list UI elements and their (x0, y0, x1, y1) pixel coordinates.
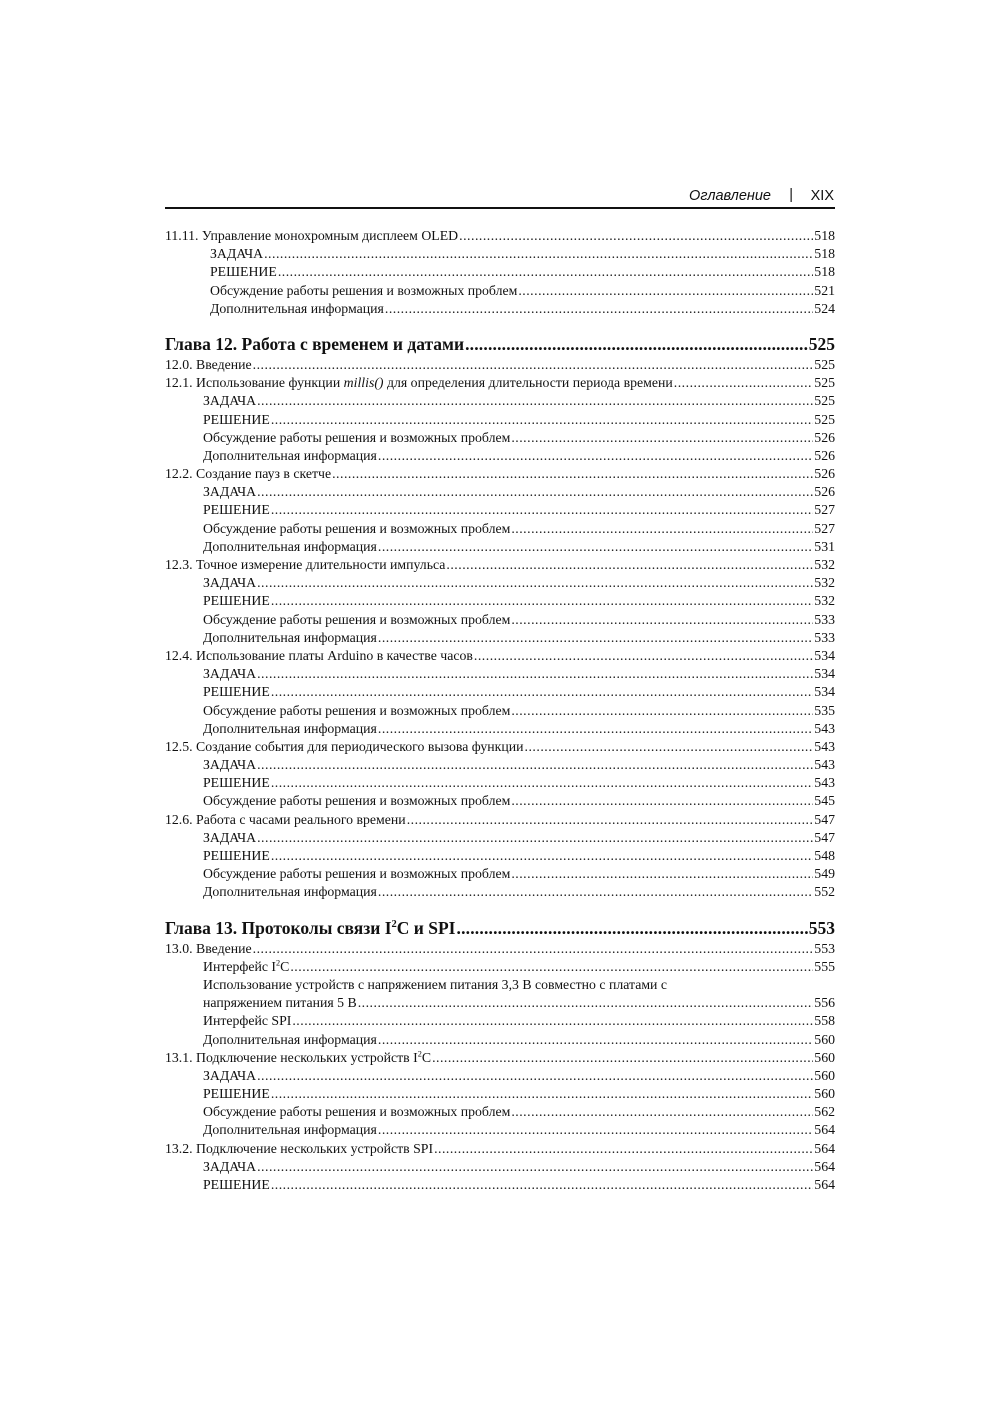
toc-section-12-5: 12.5. Создание события для периодического вызова функции ..... 543 (165, 738, 835, 756)
toc-subsection-discussion: Обсуждение работы решения и возможных проблем ..... 527 (165, 520, 835, 538)
toc-subsection-discussion: Обсуждение работы решения и возможных проблем ..... 545 (165, 792, 835, 810)
toc-chapter-12: Глава 12. Работа с временем и датами ..... 525 (165, 333, 835, 356)
running-head-separator: | (789, 187, 793, 203)
toc-subsection-discussion: Обсуждение работы решения и возможных проблем ..... 533 (165, 611, 835, 629)
toc-subsection-task: ЗАДАЧА ..... 526 (165, 483, 835, 501)
toc-subsection-task: ЗАДАЧА ..... 518 (165, 245, 835, 263)
toc-subsection-task: ЗАДАЧА ..... 564 (165, 1158, 835, 1176)
toc-subsection-voltage-line1: Использование устройств с напряжением питания 3,3 В совместно с платами с (203, 976, 668, 992)
toc-subsection-solution: РЕШЕНИЕ ..... 527 (165, 501, 835, 519)
toc-subsection-more-info: Дополнительная информация ..... 526 (165, 447, 835, 465)
toc-subsection-solution: РЕШЕНИЕ ..... 560 (165, 1085, 835, 1103)
toc-subsection-task: ЗАДАЧА ..... 532 (165, 574, 835, 592)
toc-subsection-solution: РЕШЕНИЕ ..... 534 (165, 683, 835, 701)
toc-section-11-11: 11.11. Управление монохромным дисплеем OLED ..... 518 (165, 227, 835, 245)
toc-subsection-discussion: Обсуждение работы решения и возможных проблем ..... 549 (165, 865, 835, 883)
toc-subsection-task: ЗАДАЧА ..... 547 (165, 829, 835, 847)
toc-subsection-more-info: Дополнительная информация ..... 543 (165, 720, 835, 738)
page-header (165, 186, 835, 208)
toc-subsection-discussion: Обсуждение работы решения и возможных проблем ..... 562 (165, 1103, 835, 1121)
toc-subsection-task: ЗАДАЧА ..... 543 (165, 756, 835, 774)
page-number: XIX (810, 188, 834, 204)
toc-subsection-i2c-interface: Интерфейс $I^2C$ ..... 555 (165, 958, 835, 976)
header-rule (165, 207, 835, 209)
toc-section-13-0: 13.0. Введение ..... 553 (165, 940, 835, 958)
toc-subsection-solution: РЕШЕНИЕ ..... 564 (165, 1176, 835, 1194)
toc-subsection-spi-interface: Интерфейс SPI ..... 558 (165, 1012, 835, 1030)
toc-chapter-13: Глава 13. Протоколы связи $I^2C$ и SPI ..... 553 (165, 917, 835, 940)
toc-section-13-1: 13.1. Подключение нескольких устройств $I^2C$ ..... 560 (165, 1049, 835, 1067)
toc-subsection-more-info: Дополнительная информация ..... 560 (165, 1031, 835, 1049)
toc-subsection-task: ЗАДАЧА ..... 525 (165, 392, 835, 410)
toc-subsection-more-info: Дополнительная информация ..... 533 (165, 629, 835, 647)
toc-subsection-discussion: Обсуждение работы решения и возможных проблем ..... 526 (165, 429, 835, 447)
toc-subsection-solution: РЕШЕНИЕ ..... 525 (165, 411, 835, 429)
running-head-title: Оглавление (689, 188, 771, 204)
toc-subsection-more-info: Дополнительная информация ..... 564 (165, 1121, 835, 1139)
toc-section-12-0: 12.0. Введение ..... 525 (165, 356, 835, 374)
toc-section-12-6: 12.6. Работа с часами реального времени ..... 547 (165, 811, 835, 829)
toc-subsection-solution: РЕШЕНИЕ ..... 543 (165, 774, 835, 792)
table-of-contents (165, 227, 835, 1194)
toc-subsection-more-info: Дополнительная информация ..... 552 (165, 883, 835, 901)
toc-section-12-1: 12.1. Использование функции millis() для определения длительности периода времени ..... 525 (165, 374, 835, 392)
toc-subsection-more-info: Дополнительная информация ..... 524 (165, 300, 835, 318)
toc-subsection-task: ЗАДАЧА ..... 534 (165, 665, 835, 683)
toc-subsection-solution: РЕШЕНИЕ ..... 518 (165, 263, 835, 281)
toc-subsection-solution: РЕШЕНИЕ ..... 532 (165, 592, 835, 610)
toc-subsection-voltage: напряжением питания 5 В ..... 556 (165, 994, 835, 1012)
toc-section-12-4: 12.4. Использование платы Arduino в качестве часов ..... 534 (165, 647, 835, 665)
toc-subsection-more-info: Дополнительная информация ..... 531 (165, 538, 835, 556)
toc-subsection-task: ЗАДАЧА ..... 560 (165, 1067, 835, 1085)
toc-subsection-discussion: Обсуждение работы решения и возможных проблем ..... 535 (165, 702, 835, 720)
toc-section-12-2: 12.2. Создание пауз в скетче ..... 526 (165, 465, 835, 483)
toc-subsection-solution: РЕШЕНИЕ ..... 548 (165, 847, 835, 865)
toc-section-13-2: 13.2. Подключение нескольких устройств SPI ..... 564 (165, 1140, 835, 1158)
toc-section-12-3: 12.3. Точное измерение длительности импульса ..... 532 (165, 556, 835, 574)
toc-subsection-discussion: Обсуждение работы решения и возможных проблем ..... 521 (165, 282, 835, 300)
